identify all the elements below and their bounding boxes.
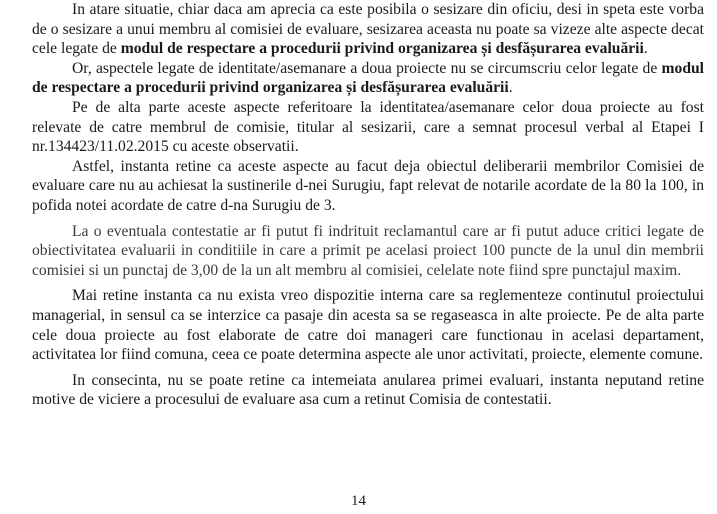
paragraph-text: Or, aspectele legate de identitate/asemanare a doua proiecte nu se circumscriu celor legate de: [72, 59, 662, 77]
paragraph: [32, 222, 704, 281]
paragraph: [32, 0, 704, 59]
paragraph: [32, 98, 704, 157]
paragraph: [32, 157, 704, 216]
paragraph-text: In consecinta, nu se poate retine ca intemeiata anularea primei evaluari, instanta neputand retine motive de viciere a procesului de evaluare asa cum a retinut Comisia de contestatii.: [32, 371, 704, 409]
page-number: 14: [351, 493, 366, 509]
paragraph: [32, 286, 704, 364]
paragraph-text: In atare situatie, chiar daca am aprecia ca este posibila o sesizare din oficiu, desi in speta este vorba de o sesizare a unui membru al comisiei de evaluare, sesizarea aceasta nu poate sa vizeze alte aspecte decat cele legate de: [32, 1, 704, 58]
paragraph: [32, 371, 704, 410]
paragraph-text: .: [508, 79, 513, 97]
document-body: [32, 0, 704, 410]
paragraph-text: Astfel, instanta retine ca aceste aspecte au facut deja obiectul deliberarii membrilor Comisiei de evaluare care nu au achiesat la sustinerile d-nei Surugiu, fapt relevat de notarile acordate de la 80 la 100, in pofida notei acordate de catre d-na Surugiu de 3.: [32, 157, 704, 214]
paragraph-text: Pe de alta parte aceste aspecte referitoare la identitatea/asemanare celor doua proiecte au fost relevate de catre membrul de comisie, titular al sesizarii, care a semnat procesul verbal al Etapei I nr.134423/11.02.2015 cu aceste observatii.: [32, 98, 704, 156]
paragraph-text: La o eventuala contestatie ar fi putut fi indrituit reclamantul care ar fi putut aduce critici legate de obiectivitatea evaluarii in conditiile in care a primit pe acelasi proiect 100 puncte de la unul din membrii comisiei si un punctaj de 3,00 de la un alt membru al comisiei, celelate note fiind spre punctajul maxim.: [32, 222, 704, 279]
paragraph-text: .: [643, 40, 648, 58]
paragraph-bold-text: modul de respectare a procedurii privind organizarea și desfășurarea evaluării: [120, 40, 644, 58]
paragraph: [32, 59, 704, 98]
paragraph-bold-text: modul de respectare a procedurii privind organizarea și desfășurarea evaluării: [32, 59, 704, 97]
paragraph-text: Mai retine instanta ca nu exista vreo dispozitie interna care sa reglementeze continutul proiectului managerial, in sensul ca se interzice ca pasaje din acesta sa se regaseasca in alte proiecte. Pe de alta parte cele doua proiecte au fost elaborate de catre doi manageri care functionau in acelasi departament, activitatea lor fiind comuna, ceea ce poate determina aspecte ale unor activitati, proiecte, elemente comune.: [32, 287, 704, 364]
